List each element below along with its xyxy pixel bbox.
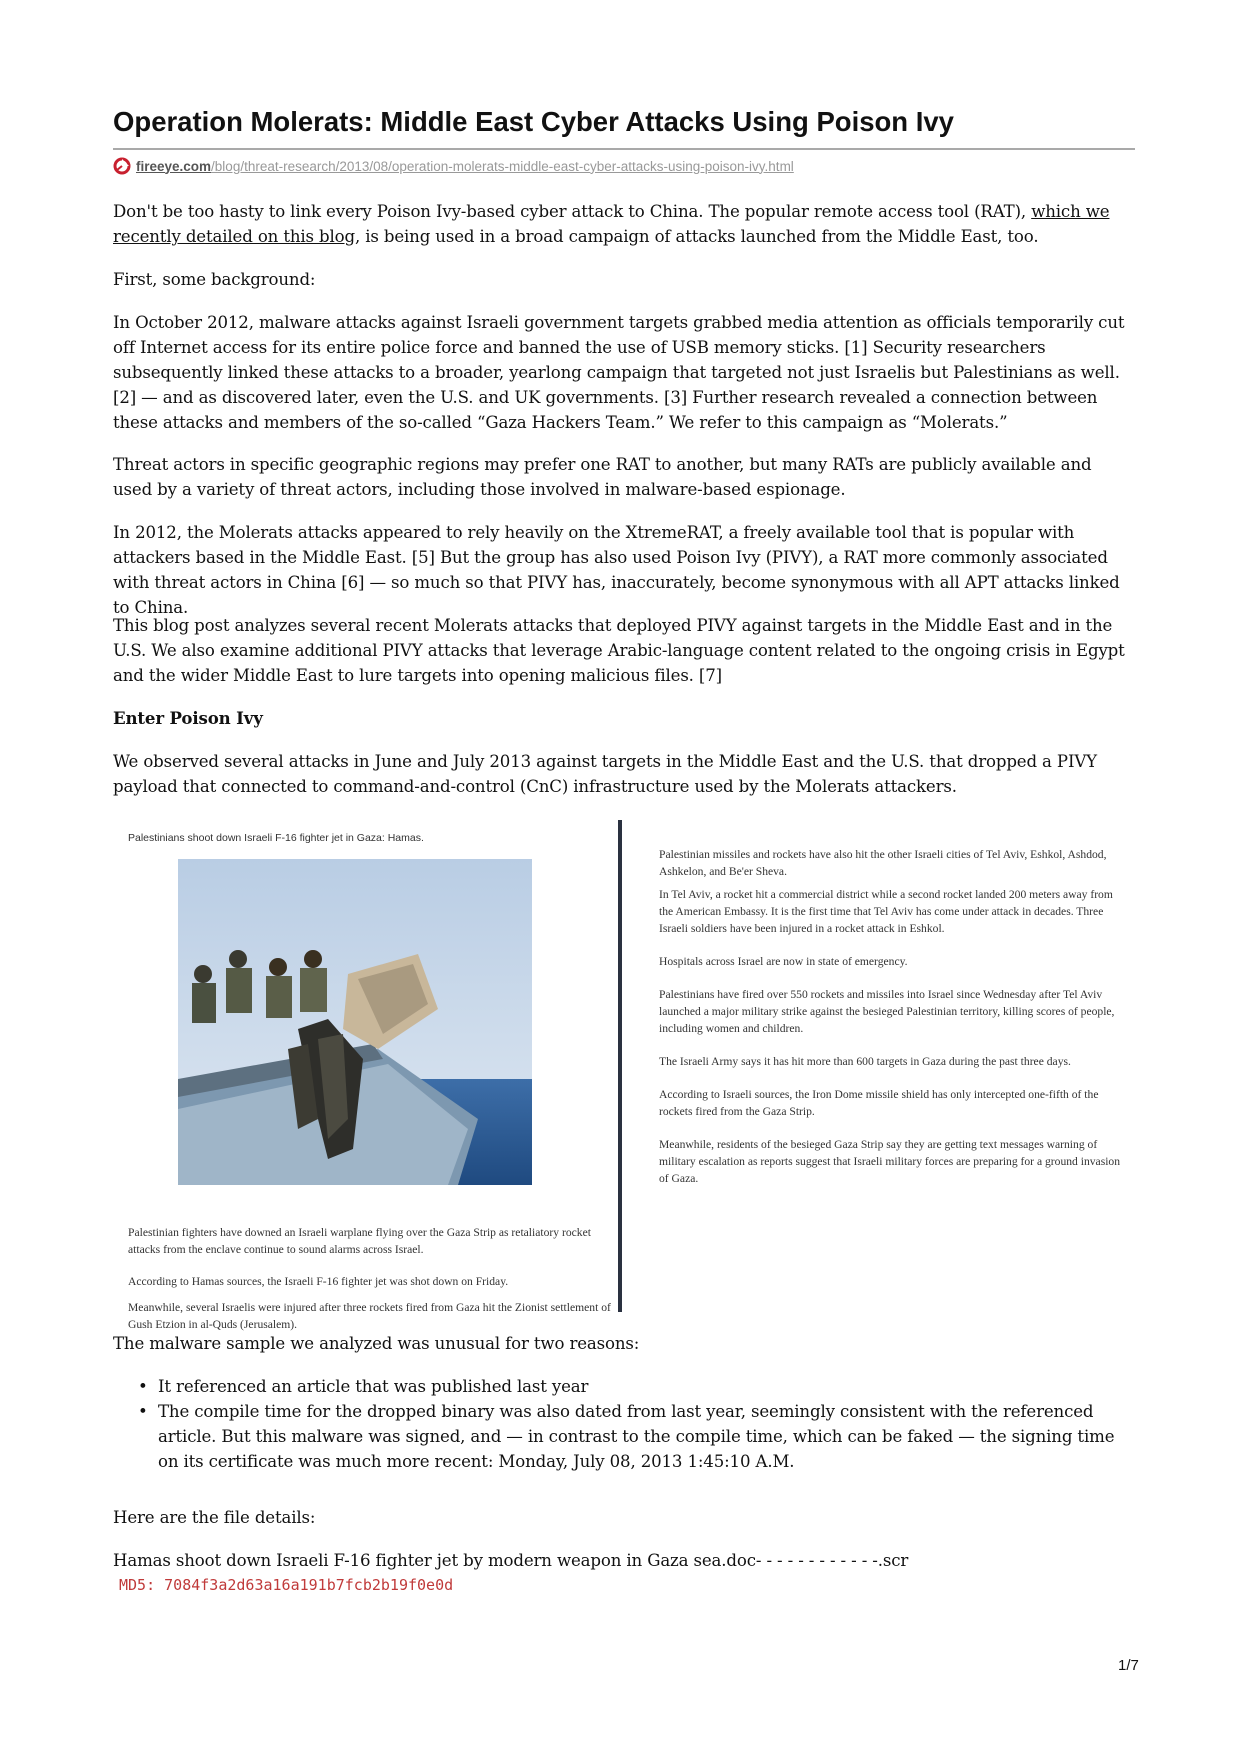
figure-left-column [113, 820, 625, 1331]
paragraph-blog-analysis: This blog post analyzes several recent Molerats attacks that deployed PIVY against targets in the Middle East and in the U.S. We also examine additional PIVY attacks that leverage Arabic-language content related to the ongoing crisis in Egypt and the wider Middle East to lure targets into opening malicious files. [7] [113, 616, 1125, 685]
md5-hash: MD5: 7084f3a2d63a16a191b7fcb2b19f0e0d [119, 1576, 454, 1594]
paragraph-background: First, some background: [113, 270, 316, 289]
title-divider [113, 148, 1135, 150]
figure-right-paragraph-7: Meanwhile, residents of the besieged Gaza Strip say they are getting text messages warning of military escalation as reports suggest that Israeli military forces are preparing for a ground invasion of Gaza. [659, 1138, 1121, 1185]
figure-right-paragraph-2: In Tel Aviv, a rocket hit a commercial district while a second rocket landed 200 meters away from the American Embassy. It is the first time that Tel Aviv has come under attack in decades. Three Israeli soldiers have been injured in a rocket attack in Eshkol. [659, 888, 1113, 935]
paragraph-file-details: Here are the file details: [113, 1508, 316, 1527]
wreckage-boat-photo [178, 859, 532, 1185]
figure-right-paragraph-6: According to Israeli sources, the Iron Dome missile shield has only intercepted one-fifth of the rockets fired from the Gaza Strip. [659, 1088, 1099, 1118]
paragraph-unusual-sample: The malware sample we analyzed was unusual for two reasons: [113, 1334, 640, 1353]
intro-text-start: Don't be too hasty to link every Poison Ivy-based cyber attack to China. The popular remote access tool (RAT), [113, 202, 1032, 221]
figure-right-paragraph-1: Palestinian missiles and rockets have also hit the other Israeli cities of Tel Aviv, Eshkol, Ashdod, Ashkelon, and Be'er Sheva. [659, 848, 1107, 878]
article-screenshot-figure [113, 820, 1135, 1331]
figure-right-paragraph-4: Palestinians have fired over 550 rockets and missiles into Israel since Wednesday after Tel Aviv launched a major military strike against the besieged Palestinian territory, killing scores of people, including women and children. [659, 988, 1115, 1035]
page-title: Operation Molerats: Middle East Cyber Attacks Using Poison Ivy [113, 106, 954, 137]
figure-caption-1: Palestinian fighters have downed an Israeli warplane flying over the Gaza Strip as retaliatory rocket attacks from the enclave continue to sound alarms across Israel. [128, 1226, 591, 1256]
intro-text-end: , is being used in a broad campaign of attacks launched from the Middle East, too. [354, 227, 1039, 246]
figure-headline: Palestinians shoot down Israeli F-16 fighter jet in Gaza: Hamas. [128, 832, 424, 844]
list-item: • It referenced an article that was published last year [158, 1374, 1135, 1399]
blog-detail-link[interactable]: which we recently detailed on this blog [113, 202, 1110, 246]
source-domain-link[interactable]: fireeye.com [136, 158, 212, 174]
paragraph-october-2012: In October 2012, malware attacks against Israeli government targets grabbed media attention as officials temporarily cut off Internet access for its entire police force and banned the use of USB memory sticks. [1] Security researchers subsequently linked these attacks to a broader, yearlong campaign that targeted not just Israelis but Palestinians as well. [2] — and as discovered later, even the U.S. and UK governments. [3] Further research revealed a connection between these attacks and members of the so-called “Gaza Hackers Team.” We refer to this campaign as “Molerats.” [113, 313, 1125, 432]
source-path-link[interactable]: /blog/threat-research/2013/08/operation-molerats-middle-east-cyber-attacks-using-poison-ivy.html [211, 158, 794, 174]
unusual-reasons-list [113, 1374, 1135, 1474]
figure-caption-2: According to Hamas sources, the Israeli F-16 fighter jet was shot down on Friday. [128, 1275, 509, 1288]
figure-column-divider [618, 820, 622, 1312]
paragraph-observed-attacks: We observed several attacks in June and July 2013 against targets in the Middle East and the U.S. that dropped a PIVY payload that connected to command-and-control (CnC) infrastructure used by the Molerats attackers. [113, 752, 1097, 796]
figure-right-paragraph-3: Hospitals across Israel are now in state of emergency. [659, 955, 908, 968]
fireeye-logo-icon [113, 157, 131, 175]
page-number: 1/7 [1118, 1657, 1139, 1674]
source-url[interactable] [113, 156, 794, 176]
figure-caption-3: Meanwhile, several Israelis were injured after three rockets fired from Gaza hit the Zionist settlement of Gush Etzion in al-Quds (Jerusalem). [128, 1301, 611, 1331]
figure-right-column [659, 846, 1129, 1203]
section-heading-enter-poison-ivy: Enter Poison Ivy [113, 708, 263, 728]
paragraph-2012-molerats: In 2012, the Molerats attacks appeared to rely heavily on the XtremeRAT, a freely available tool that is popular with attackers based in the Middle East. [5] But the group has also used Poison Ivy (PIVY), a RAT more commonly associated with threat actors in China [6] — so much so that PIVY has, inaccurately, become synonymous with all APT attacks linked to China. [113, 523, 1120, 617]
figure-right-paragraph-5: The Israeli Army says it has hit more than 600 targets in Gaza during the past three days. [659, 1055, 1071, 1068]
malware-filename: Hamas shoot down Israeli F-16 fighter jet by modern weapon in Gaza sea.doc- - - - - - - - - - - -.scr [113, 1551, 909, 1570]
intro-paragraph [113, 199, 1135, 249]
paragraph-threat-actors: Threat actors in specific geographic regions may prefer one RAT to another, but many RATs are publicly available and used by a variety of threat actors, including those involved in malware-based espionage. [113, 455, 1092, 499]
list-item: • The compile time for the dropped binary was also dated from last year, seemingly consistent with the referenced article. But this malware was signed, and — in contrast to the compile time, which can be faked — the signing time on its certificate was much more recent: Monday, July 08, 2013 1:45:10 A.M. [158, 1399, 1135, 1474]
